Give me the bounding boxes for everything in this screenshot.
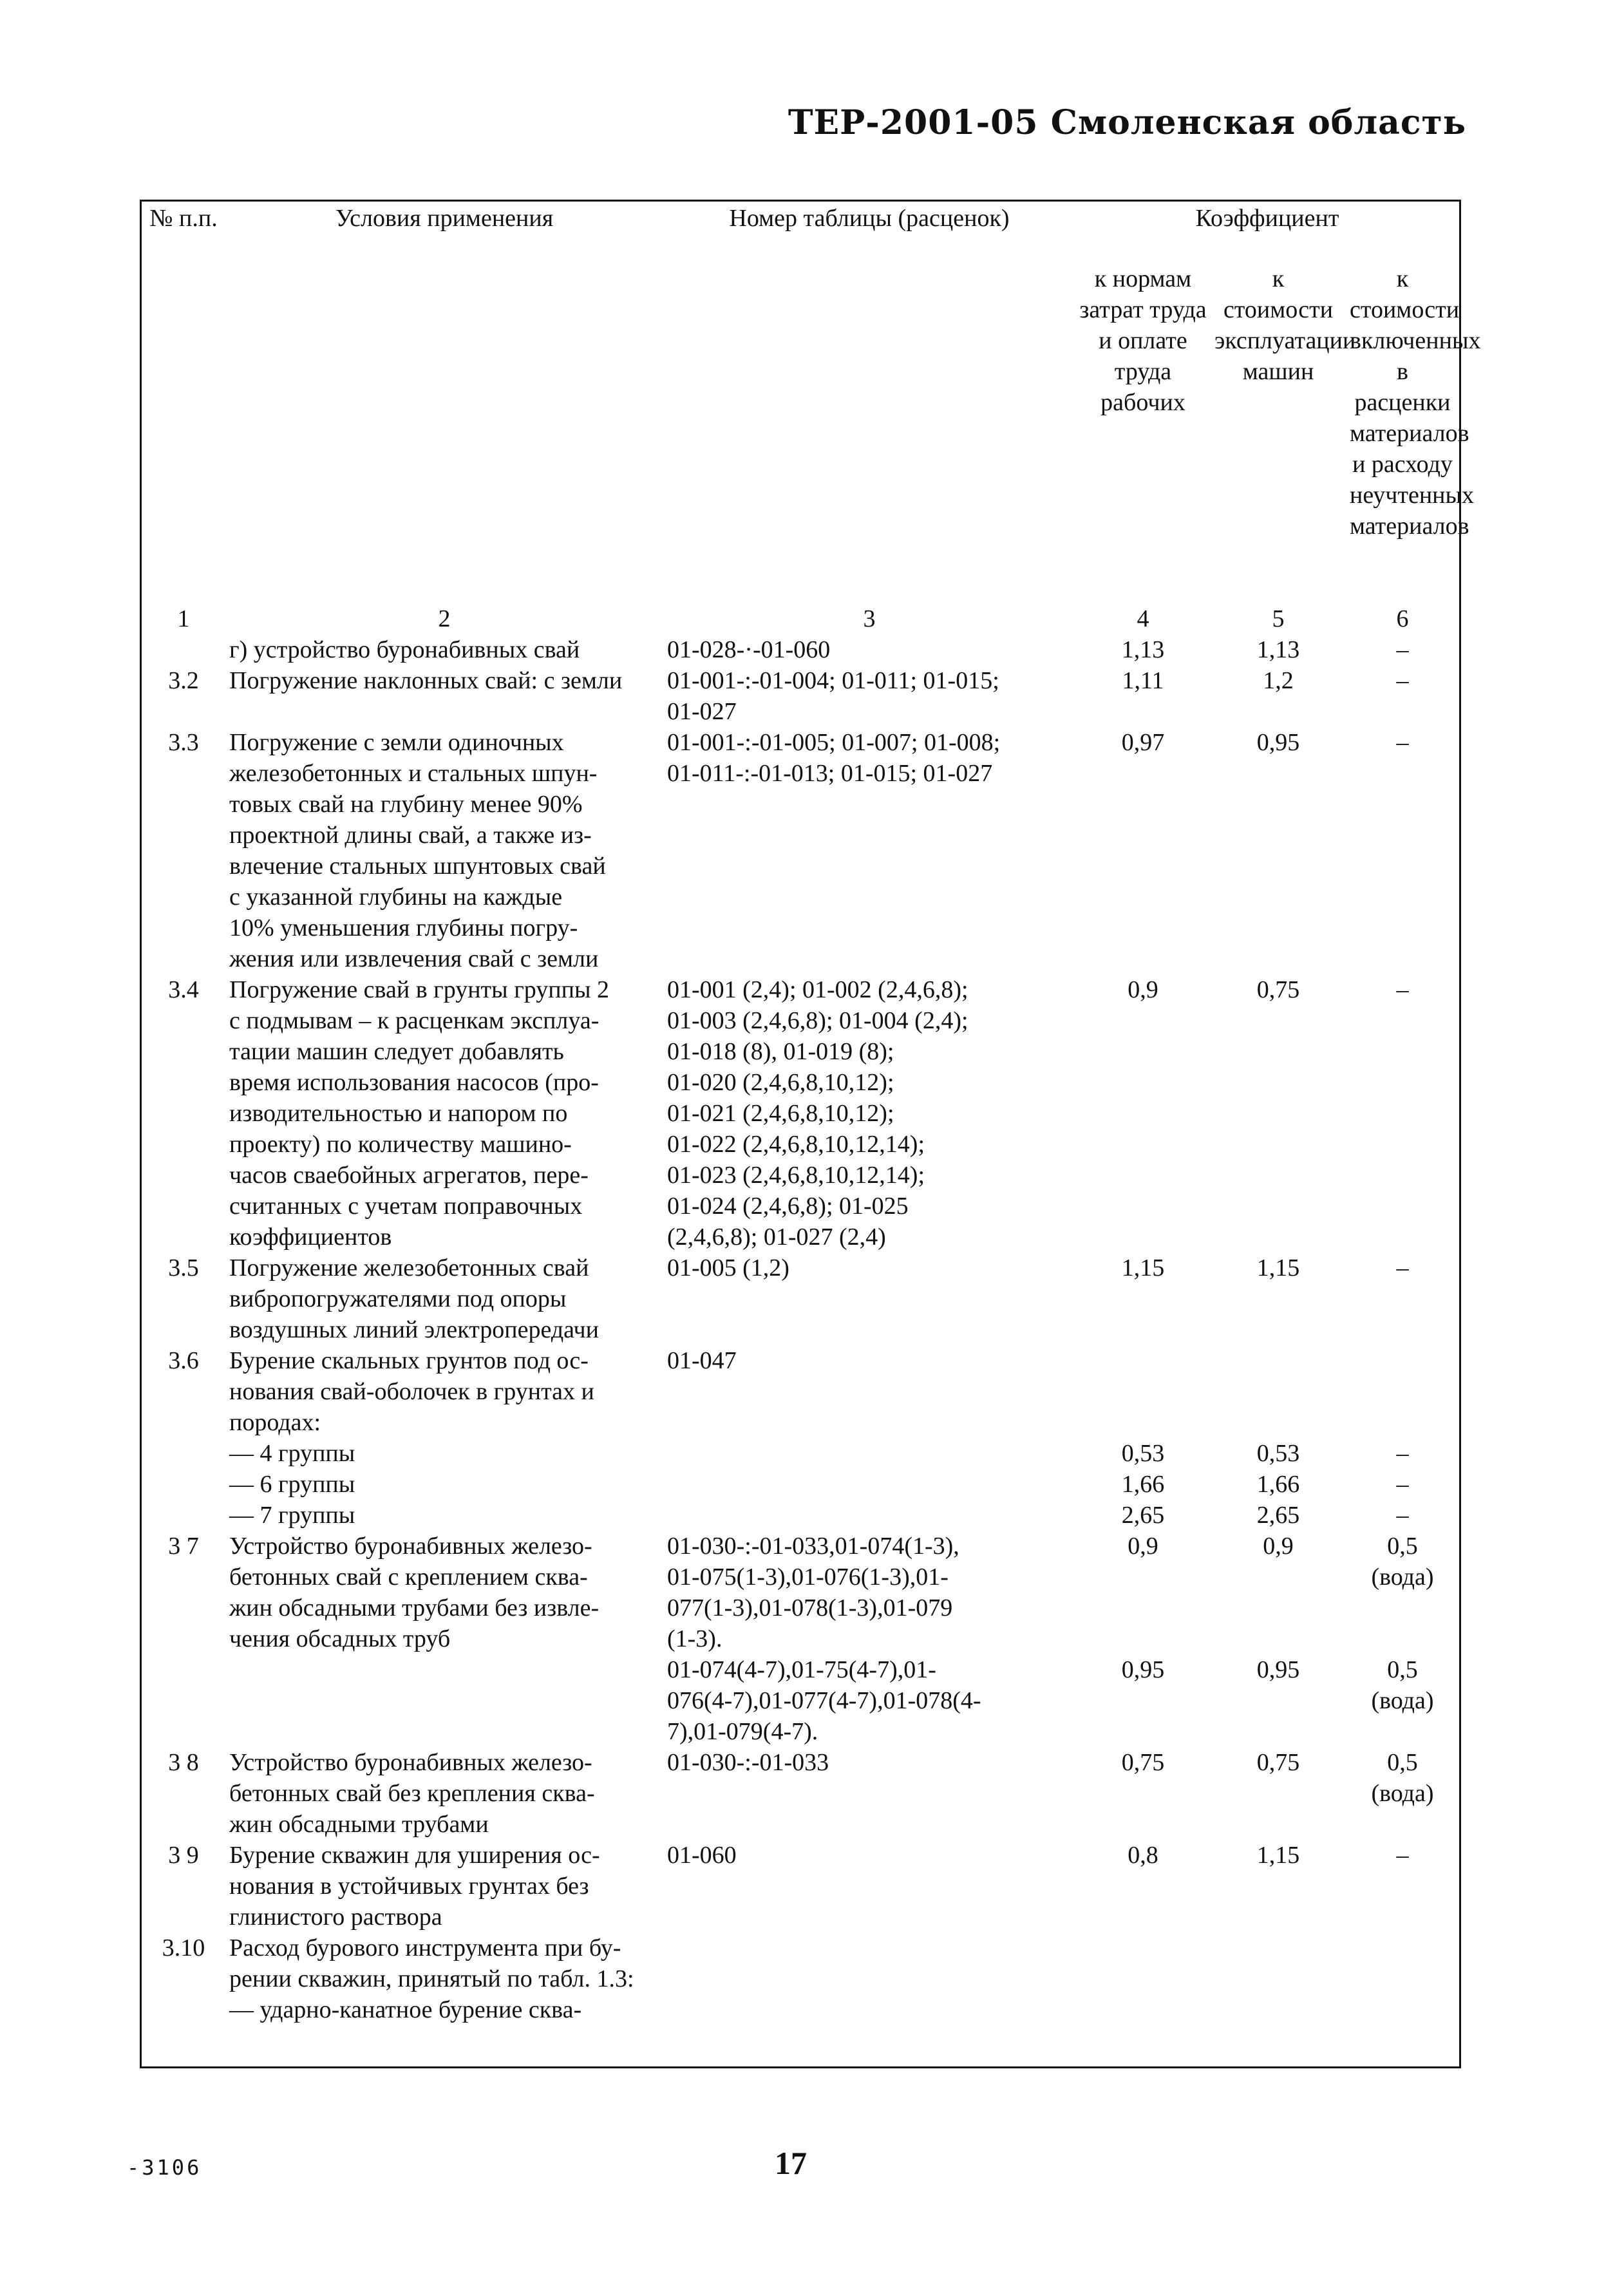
row-k-labor-text: 0,95 — [1121, 1656, 1165, 1683]
row-table-number-line: 01-027 — [667, 698, 737, 725]
row-conditions-line: часов сваебойных агрегатов, пере- — [229, 1162, 589, 1189]
row-table-number-line: 7),01-079(4-7). — [667, 1718, 818, 1745]
row-num — [142, 1531, 225, 1654]
table-row — [142, 1252, 1459, 1345]
row-conditions — [225, 665, 663, 727]
row-conditions-line: Погружение с земли одиночных — [229, 729, 564, 756]
row-k-labor — [1075, 1932, 1211, 2025]
row-table-number-line: 01-028-·-01-060 — [667, 636, 831, 663]
row-num — [142, 1932, 225, 2025]
row-conditions-line: нования свай-оболочек в грунтах и — [229, 1378, 594, 1405]
row-num — [142, 1654, 225, 1747]
row-k-machines — [1211, 974, 1346, 1252]
row-k-materials-line: – — [1396, 976, 1409, 1003]
row-conditions-line: Расход бурового инструмента при бу- — [229, 1934, 621, 1961]
row-k-labor-text: 0,9 — [1128, 976, 1158, 1003]
table-row — [142, 1840, 1459, 1932]
row-conditions-line: нования в устойчивых грунтах без — [229, 1873, 589, 1900]
row-num-text: 3.4 — [168, 976, 199, 1003]
row-k-labor — [1075, 1747, 1211, 1840]
row-conditions-line: Погружение свай в грунты группы 2 — [229, 976, 609, 1003]
row-num-text: 3.6 — [168, 1347, 199, 1374]
row-num-text: 3 9 — [168, 1842, 199, 1869]
row-k-machines — [1211, 1747, 1346, 1840]
row-k-labor — [1075, 1345, 1211, 1438]
column-number: 3 — [863, 605, 876, 632]
column-number: 6 — [1396, 605, 1409, 632]
row-k-machines — [1211, 1469, 1346, 1500]
row-table-number-line: 01-011-:-01-013; 01-015; 01-027 — [667, 760, 993, 787]
row-conditions-line: воздушных линий электропередачи — [229, 1316, 599, 1343]
row-table-number-line: 01-003 (2,4,6,8); 01-004 (2,4); — [667, 1007, 968, 1034]
row-table-number-line: 01-021 (2,4,6,8,10,12); — [667, 1100, 894, 1127]
row-k-machines-text: 0,75 — [1256, 976, 1300, 1003]
row-table-number-line: 077(1-3),01-078(1-3),01-079 — [667, 1594, 953, 1621]
row-k-materials — [1346, 665, 1459, 727]
row-conditions-line: с указанной глубины на каждые — [229, 883, 563, 911]
row-num — [142, 634, 225, 665]
row-conditions-line: — 7 группы — [229, 1502, 355, 1529]
row-conditions-line: железобетонных и стальных шпун- — [229, 760, 598, 787]
row-num-text: 3.10 — [162, 1934, 205, 1961]
row-k-materials-line: (вода) — [1371, 1564, 1434, 1591]
column-number: 4 — [1137, 605, 1149, 632]
row-k-labor — [1075, 1438, 1211, 1469]
row-num — [142, 974, 225, 1252]
row-table-number-line: 076(4-7),01-077(4-7),01-078(4- — [667, 1687, 981, 1714]
row-num — [142, 1438, 225, 1469]
row-table-number-line: 01-022 (2,4,6,8,10,12,14); — [667, 1131, 925, 1158]
row-k-machines-text: 0,95 — [1256, 729, 1300, 756]
table-row — [142, 1469, 1459, 1500]
row-num — [142, 1469, 225, 1500]
row-k-labor — [1075, 634, 1211, 665]
row-conditions-line: жин обсадными трубами — [229, 1811, 489, 1838]
row-conditions-line: Бурение скальных грунтов под ос- — [229, 1347, 589, 1374]
row-table-number-line: 01-001-:-01-005; 01-007; 01-008; — [667, 729, 1001, 756]
row-table-number — [663, 1252, 1075, 1345]
table-row — [142, 1932, 1459, 2025]
row-num-text: 3 8 — [168, 1749, 199, 1776]
table-row — [142, 1654, 1459, 1747]
row-table-number-line: 01-001 (2,4); 01-002 (2,4,6,8); — [667, 976, 968, 1003]
table-header — [142, 202, 1481, 634]
row-conditions — [225, 974, 663, 1252]
table-row — [142, 1345, 1459, 1438]
row-conditions-line: 10% уменьшения глубины погру- — [229, 914, 578, 941]
row-conditions-line: с подмывам – к расценкам эксплуа- — [229, 1007, 600, 1034]
page-title: ТЕР-2001-05 Смоленская область — [788, 103, 1466, 142]
row-conditions — [225, 1840, 663, 1932]
row-num — [142, 1747, 225, 1840]
row-k-labor-text: 0,97 — [1121, 729, 1165, 756]
row-k-labor — [1075, 1252, 1211, 1345]
row-conditions — [225, 727, 663, 974]
row-k-machines — [1211, 727, 1346, 974]
row-k-machines — [1211, 1840, 1346, 1932]
row-conditions — [225, 1531, 663, 1654]
row-table-number — [663, 1345, 1075, 1438]
document-code: -3106 — [127, 2155, 202, 2180]
row-conditions-line: проектной длины свай, а также из- — [229, 822, 592, 849]
row-k-labor-text: 0,8 — [1128, 1842, 1158, 1869]
table-row — [142, 634, 1459, 665]
row-table-number — [663, 1932, 1075, 2025]
row-k-machines — [1211, 1932, 1346, 2025]
row-conditions — [225, 1747, 663, 1840]
row-table-number — [663, 665, 1075, 727]
row-k-materials — [1346, 1500, 1459, 1531]
row-num — [142, 1500, 225, 1531]
row-table-number — [663, 1747, 1075, 1840]
row-conditions-line: Погружение железобетонных свай — [229, 1254, 589, 1281]
row-num-text: 3 7 — [168, 1533, 199, 1560]
row-k-materials — [1346, 1469, 1459, 1500]
row-k-materials — [1346, 727, 1459, 974]
row-k-labor-text: 1,15 — [1121, 1254, 1165, 1281]
column-number: 2 — [438, 605, 451, 632]
row-table-number — [663, 1840, 1075, 1932]
row-k-machines — [1211, 1438, 1346, 1469]
row-k-labor-text: 1,13 — [1121, 636, 1165, 663]
table-row — [142, 665, 1459, 727]
table-row — [142, 1438, 1459, 1469]
row-table-number-line: (1-3). — [667, 1625, 722, 1652]
row-conditions-line: изводительностью и напором по — [229, 1100, 568, 1127]
row-table-number — [663, 634, 1075, 665]
row-table-number-line: 01-023 (2,4,6,8,10,12,14); — [667, 1162, 925, 1189]
row-conditions — [225, 1345, 663, 1438]
row-k-materials — [1346, 1438, 1459, 1469]
row-k-materials-line: (вода) — [1371, 1780, 1434, 1807]
row-num-text: 3.3 — [168, 729, 199, 756]
row-k-machines — [1211, 1252, 1346, 1345]
row-conditions-line: бетонных свай с креплением сква- — [229, 1564, 588, 1591]
header-table-number: Номер таблицы (расценок) — [729, 205, 1010, 232]
row-table-number-line: 01-030-:-01-033 — [667, 1749, 829, 1776]
header-conditions: Условия применения — [335, 205, 554, 232]
row-k-materials-line: – — [1396, 1502, 1409, 1529]
page-number: 17 — [775, 2145, 807, 2181]
table-row — [142, 727, 1459, 974]
row-k-materials — [1346, 974, 1459, 1252]
row-k-materials — [1346, 1531, 1459, 1654]
row-k-labor — [1075, 665, 1211, 727]
row-k-labor — [1075, 974, 1211, 1252]
row-conditions-line: глинистого раствора — [229, 1904, 442, 1931]
row-conditions — [225, 1932, 663, 2025]
row-table-number-line: 01-005 (1,2) — [667, 1254, 789, 1281]
row-k-machines-text: 0,95 — [1256, 1656, 1300, 1683]
row-conditions-line: рении скважин, принятый по табл. 1.3: — [229, 1965, 634, 1992]
header-coefficient: Коэффициент — [1195, 205, 1339, 232]
row-table-number — [663, 1438, 1075, 1469]
row-table-number — [663, 1500, 1075, 1531]
row-table-number — [663, 974, 1075, 1252]
row-k-materials-line: (вода) — [1371, 1687, 1434, 1714]
row-k-machines-text: 1,13 — [1256, 636, 1300, 663]
row-num — [142, 1345, 225, 1438]
row-k-labor-text: 0,9 — [1128, 1533, 1158, 1560]
row-conditions-line: жения или извлечения свай с земли — [229, 945, 599, 972]
row-table-number-line: 01-018 (8), 01-019 (8); — [667, 1038, 894, 1065]
row-conditions-line: Погружение наклонных свай: с земли — [229, 667, 623, 694]
row-table-number — [663, 1531, 1075, 1654]
row-table-number-line: 01-030-:-01-033,01-074(1-3), — [667, 1533, 959, 1560]
row-conditions — [225, 1654, 663, 1747]
row-k-labor — [1075, 1531, 1211, 1654]
row-k-labor — [1075, 1654, 1211, 1747]
row-k-machines — [1211, 665, 1346, 727]
row-k-materials-line: – — [1396, 667, 1409, 694]
row-k-labor-text: 2,65 — [1121, 1502, 1165, 1529]
row-conditions-line: проекту) по количеству машино- — [229, 1131, 572, 1158]
row-k-materials — [1346, 1747, 1459, 1840]
row-k-materials-line: – — [1396, 1440, 1409, 1467]
row-num-text: 3.2 — [168, 667, 199, 694]
row-table-number-line: 01-024 (2,4,6,8); 01-025 — [667, 1193, 909, 1220]
row-conditions-line: породах: — [229, 1409, 321, 1436]
row-k-machines — [1211, 634, 1346, 665]
row-k-materials-line: – — [1396, 1254, 1409, 1281]
row-k-machines — [1211, 1500, 1346, 1531]
row-table-number — [663, 1654, 1075, 1747]
row-k-materials-line: 0,5 — [1387, 1749, 1418, 1776]
row-table-number-line: 01-020 (2,4,6,8,10,12); — [667, 1069, 894, 1096]
row-table-number-line: (2,4,6,8); 01-027 (2,4) — [667, 1224, 886, 1251]
row-conditions-line: Устройство буронабивных железо- — [229, 1749, 592, 1776]
row-conditions-line: — 6 группы — [229, 1471, 355, 1498]
row-k-materials — [1346, 1932, 1459, 2025]
row-conditions-line: тации машин следует добавлять — [229, 1038, 564, 1065]
row-k-materials-line: – — [1396, 729, 1409, 756]
coefficient-table — [142, 202, 1481, 2025]
row-k-materials — [1346, 1345, 1459, 1438]
row-num-text: 3.5 — [168, 1254, 199, 1281]
row-k-machines-text: 1,15 — [1256, 1254, 1300, 1281]
row-table-number-line: 01-074(4-7),01-75(4-7),01- — [667, 1656, 936, 1683]
table-row — [142, 974, 1459, 1252]
column-number-row — [142, 603, 1459, 634]
row-k-machines — [1211, 1531, 1346, 1654]
row-num — [142, 1252, 225, 1345]
row-conditions-line: г) устройство буронабивных свай — [229, 636, 580, 663]
row-conditions-line: — ударно-канатное бурение сква- — [229, 1996, 582, 2023]
row-table-number — [663, 727, 1075, 974]
row-conditions — [225, 1500, 663, 1531]
row-conditions-line: чения обсадных труб — [229, 1625, 451, 1652]
row-k-labor — [1075, 1840, 1211, 1932]
header-num: № п.п. — [149, 205, 218, 232]
row-conditions-line: влечение стальных шпунтовых свай — [229, 853, 606, 880]
header-k-machines: к стоимости эксплуатации машин — [1214, 265, 1356, 385]
row-k-materials-line: 0,5 — [1387, 1533, 1418, 1560]
row-k-labor-text: 1,66 — [1121, 1471, 1165, 1498]
row-k-materials — [1346, 1654, 1459, 1747]
row-num — [142, 665, 225, 727]
row-k-machines-text: 1,15 — [1256, 1842, 1300, 1869]
row-table-number-line: 01-060 — [667, 1842, 737, 1869]
row-k-materials — [1346, 1252, 1459, 1345]
table-row — [142, 1747, 1459, 1840]
row-k-machines — [1211, 1654, 1346, 1747]
row-conditions-line: жин обсадными трубами без извле- — [229, 1594, 600, 1621]
row-num — [142, 727, 225, 974]
row-k-machines-text: 0,75 — [1256, 1749, 1300, 1776]
row-conditions-line: вибропогружателями под опоры — [229, 1285, 567, 1312]
row-k-machines-text: 2,65 — [1256, 1502, 1300, 1529]
row-table-number-line: 01-047 — [667, 1347, 737, 1374]
row-k-materials-line: – — [1396, 636, 1409, 663]
row-conditions-line: коэффициентов — [229, 1224, 392, 1251]
row-k-labor-text: 1,11 — [1122, 667, 1164, 694]
row-conditions — [225, 1438, 663, 1469]
row-conditions-line: — 4 группы — [229, 1440, 355, 1467]
row-k-machines-text: 0,53 — [1256, 1440, 1300, 1467]
row-table-number-line: 01-001-:-01-004; 01-011; 01-015; — [667, 667, 999, 694]
row-k-machines-text: 1,66 — [1256, 1471, 1300, 1498]
row-k-machines-text: 1,2 — [1263, 667, 1294, 694]
row-k-materials-line: 0,5 — [1387, 1656, 1418, 1683]
row-k-labor — [1075, 727, 1211, 974]
row-k-labor-text: 0,75 — [1121, 1749, 1165, 1776]
row-table-number-line: 01-075(1-3),01-076(1-3),01- — [667, 1564, 949, 1591]
row-k-labor-text: 0,53 — [1121, 1440, 1165, 1467]
row-conditions-line: время использования насосов (про- — [229, 1069, 599, 1096]
row-num — [142, 1840, 225, 1932]
header-k-labor: к нормам затрат труда и оплате труда рабочих — [1079, 265, 1207, 416]
column-number: 1 — [177, 605, 190, 632]
row-conditions-line: Бурение скважин для уширения ос- — [229, 1842, 600, 1869]
row-conditions-line: считанных с учетам поправочных — [229, 1193, 583, 1220]
table-row — [142, 1500, 1459, 1531]
row-k-labor — [1075, 1500, 1211, 1531]
column-number: 5 — [1272, 605, 1285, 632]
row-k-labor — [1075, 1469, 1211, 1500]
header-k-materials: к стоимости включенных в расценки материалов и расходу неучтенных материалов — [1350, 265, 1481, 540]
row-conditions-line: Устройство буронабивных железо- — [229, 1533, 592, 1560]
table-row — [142, 1531, 1459, 1654]
row-conditions-line: бетонных свай без крепления сква- — [229, 1780, 595, 1807]
row-conditions — [225, 1469, 663, 1500]
row-k-materials — [1346, 1840, 1459, 1932]
row-k-materials — [1346, 634, 1459, 665]
table-body — [142, 634, 1459, 2025]
row-conditions — [225, 1252, 663, 1345]
row-k-machines — [1211, 1345, 1346, 1438]
row-conditions — [225, 634, 663, 665]
row-k-materials-line: – — [1396, 1842, 1409, 1869]
row-k-machines-text: 0,9 — [1263, 1533, 1294, 1560]
row-conditions-line: товых свай на глубину менее 90% — [229, 791, 583, 818]
row-k-materials-line: – — [1396, 1471, 1409, 1498]
row-table-number — [663, 1469, 1075, 1500]
